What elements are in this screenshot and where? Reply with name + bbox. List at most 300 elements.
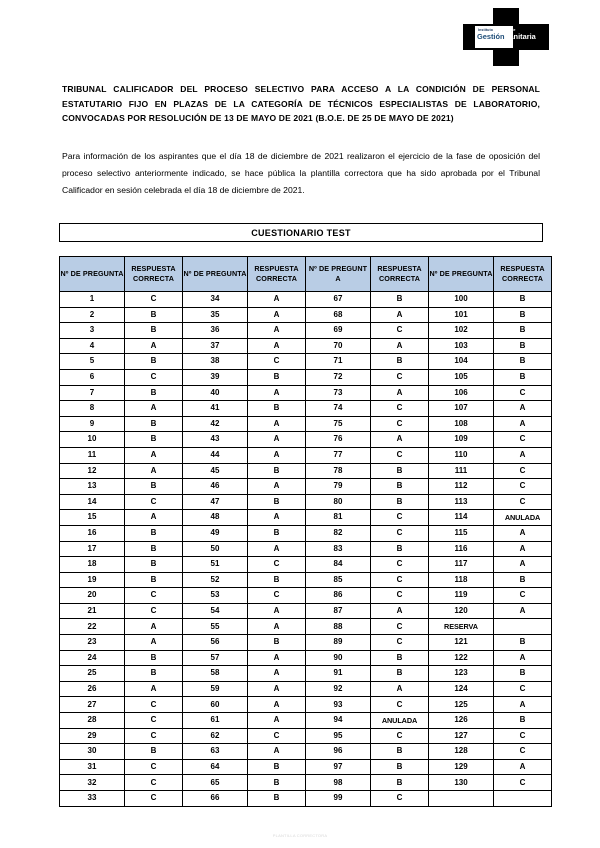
correct-answer-cell: C xyxy=(125,759,183,775)
page-footer: PLANTILLA CORRECTORA xyxy=(272,833,328,838)
question-number-cell: 128 xyxy=(429,744,494,760)
table-row xyxy=(60,681,552,697)
correct-answer-cell: B xyxy=(371,650,429,666)
question-number-cell: 98 xyxy=(306,775,371,791)
correct-answer-cell: B xyxy=(248,572,306,588)
col-header-question-4: Nº DE PREGUNTA xyxy=(429,257,494,292)
question-number-cell: 80 xyxy=(306,494,371,510)
correct-answer-cell: C xyxy=(125,292,183,308)
question-number-cell: 15 xyxy=(60,510,125,526)
correct-answer-cell: C xyxy=(125,775,183,791)
correct-answer-cell: A xyxy=(125,463,183,479)
question-number-cell: 115 xyxy=(429,525,494,541)
col-header-question-1: Nº DE PREGUNTA xyxy=(60,257,125,292)
table-row xyxy=(60,292,552,308)
question-number-cell: 118 xyxy=(429,572,494,588)
col-header-question-2: Nº DE PREGUNTA xyxy=(183,257,248,292)
correct-answer-cell: C xyxy=(371,728,429,744)
correct-answer-cell: C xyxy=(248,588,306,604)
question-number-cell: 36 xyxy=(183,323,248,339)
question-number-cell: 83 xyxy=(306,541,371,557)
question-number-cell: 84 xyxy=(306,557,371,573)
question-number-cell: 103 xyxy=(429,338,494,354)
correct-answer-cell: C xyxy=(494,463,552,479)
question-number-cell: 97 xyxy=(306,759,371,775)
correct-answer-cell: A xyxy=(371,338,429,354)
question-number-cell: 66 xyxy=(183,791,248,807)
question-number-cell: 63 xyxy=(183,744,248,760)
correct-answer-cell: A xyxy=(248,619,306,635)
correct-answer-cell: B xyxy=(371,494,429,510)
correct-answer-cell: C xyxy=(248,354,306,370)
correct-answer-cell: A xyxy=(248,338,306,354)
question-number-cell: 77 xyxy=(306,447,371,463)
logo-text xyxy=(476,26,548,48)
correct-answer-cell: B xyxy=(125,541,183,557)
question-number-cell: 33 xyxy=(60,791,125,807)
correct-answer-cell: C xyxy=(371,588,429,604)
correct-answer-cell: A xyxy=(494,416,552,432)
correct-answer-cell: A xyxy=(371,385,429,401)
correct-answer-cell: B xyxy=(494,354,552,370)
question-number-cell: 107 xyxy=(429,401,494,417)
table-row xyxy=(60,744,552,760)
question-number-cell: 28 xyxy=(60,713,125,729)
question-number-cell: 108 xyxy=(429,416,494,432)
correct-answer-cell: C xyxy=(125,728,183,744)
question-number-cell: 55 xyxy=(183,619,248,635)
question-number-cell: 32 xyxy=(60,775,125,791)
correct-answer-cell: A xyxy=(494,525,552,541)
question-number-cell: 89 xyxy=(306,635,371,651)
question-number-cell: 127 xyxy=(429,728,494,744)
col-header-answer-4: RESPUESTA CORRECTA xyxy=(494,257,552,292)
correct-answer-cell: A xyxy=(494,759,552,775)
correct-answer-cell: B xyxy=(371,479,429,495)
correct-answer-cell: A xyxy=(125,338,183,354)
correct-answer-cell: A xyxy=(248,697,306,713)
correct-answer-cell: B xyxy=(371,292,429,308)
correct-answer-cell: A xyxy=(248,307,306,323)
question-number-cell: 70 xyxy=(306,338,371,354)
correct-answer-cell: C xyxy=(494,432,552,448)
correct-answer-cell: A xyxy=(248,479,306,495)
correct-answer-cell: C xyxy=(494,744,552,760)
table-row xyxy=(60,572,552,588)
page-title: TRIBUNAL CALIFICADOR DEL PROCESO SELECTIVO PARA ACCESO A LA CONDICIÓN DE PERSONAL ESTATUTARIO FIJO EN PLAZAS DE LA CATEGORÍA DE TÉCNICOS ESPECIALISTAS DE LABORATORIO, CONVOCADAS POR RESOLUCIÓN DE 13 DE MAYO DE 2021 (B.O.E. DE 25 DE MAYO DE 2021) xyxy=(62,84,540,124)
correct-answer-cell: A xyxy=(125,681,183,697)
logo-word-instituto: Instituto xyxy=(478,27,494,32)
question-number-cell: 17 xyxy=(60,541,125,557)
question-number-cell: 116 xyxy=(429,541,494,557)
correct-answer-cell: A xyxy=(248,510,306,526)
correct-answer-cell: C xyxy=(494,588,552,604)
question-number-cell: 123 xyxy=(429,666,494,682)
question-number-cell: 34 xyxy=(183,292,248,308)
question-number-cell: 105 xyxy=(429,369,494,385)
question-number-cell: 106 xyxy=(429,385,494,401)
correct-answer-cell: B xyxy=(494,292,552,308)
correct-answer-cell: C xyxy=(371,510,429,526)
question-number-cell: 74 xyxy=(306,401,371,417)
question-number-cell: 59 xyxy=(183,681,248,697)
correct-answer-cell: A xyxy=(371,681,429,697)
question-number-cell: 1 xyxy=(60,292,125,308)
question-number-cell: 47 xyxy=(183,494,248,510)
question-number-cell: 126 xyxy=(429,713,494,729)
question-number-cell: 19 xyxy=(60,572,125,588)
question-number-cell: 27 xyxy=(60,697,125,713)
correct-answer-cell: B xyxy=(125,666,183,682)
question-number-cell: 122 xyxy=(429,650,494,666)
correct-answer-cell: A xyxy=(371,307,429,323)
correct-answer-cell: B xyxy=(371,775,429,791)
question-number-cell: 22 xyxy=(60,619,125,635)
correct-answer-cell: C xyxy=(371,557,429,573)
intro-paragraph: Para información de los aspirantes que el día 18 de diciembre de 2021 realizaron el ejercicio de la fase de oposición del proceso selectivo anteriormente indicado, se hace pública la plantilla correctora que ha sido aprobada por el Tribunal Calificador en sesión celebrada el día 18 de diciembre de 2021. xyxy=(62,151,540,195)
question-number-cell: 25 xyxy=(60,666,125,682)
question-number-cell: 110 xyxy=(429,447,494,463)
question-number-cell: 71 xyxy=(306,354,371,370)
correct-answer-cell: A xyxy=(371,432,429,448)
table-row xyxy=(60,385,552,401)
question-number-cell: 30 xyxy=(60,744,125,760)
table-row xyxy=(60,666,552,682)
table-row xyxy=(60,541,552,557)
correct-answer-cell: C xyxy=(494,775,552,791)
question-number-cell: 3 xyxy=(60,323,125,339)
correct-answer-cell: B xyxy=(371,666,429,682)
correct-answer-cell: C xyxy=(371,447,429,463)
question-number-cell: 21 xyxy=(60,603,125,619)
question-number-cell: 48 xyxy=(183,510,248,526)
question-number-cell: 4 xyxy=(60,338,125,354)
correct-answer-cell: C xyxy=(371,635,429,651)
question-number-cell: 49 xyxy=(183,525,248,541)
table-row xyxy=(60,635,552,651)
question-number-cell: 35 xyxy=(183,307,248,323)
correct-answer-cell: B xyxy=(125,432,183,448)
table-row xyxy=(60,354,552,370)
correct-answer-cell: A xyxy=(248,744,306,760)
correct-answer-cell: B xyxy=(125,416,183,432)
correct-answer-cell: B xyxy=(371,759,429,775)
table-row xyxy=(60,432,552,448)
correct-answer-cell: B xyxy=(494,666,552,682)
correct-answer-cell: B xyxy=(125,572,183,588)
correct-answer-cell: ANULADA xyxy=(371,713,429,729)
correct-answer-cell: A xyxy=(125,510,183,526)
correct-answer-cell: C xyxy=(371,369,429,385)
question-number-cell: 46 xyxy=(183,479,248,495)
correct-answer-cell: A xyxy=(371,603,429,619)
correct-answer-cell: B xyxy=(371,463,429,479)
correct-answer-cell: C xyxy=(371,323,429,339)
correct-answer-cell: C xyxy=(248,557,306,573)
table-row xyxy=(60,463,552,479)
correct-answer-cell: A xyxy=(248,432,306,448)
question-number-cell: 5 xyxy=(60,354,125,370)
logo-word-sanitaria: Sanitaria xyxy=(504,32,536,42)
table-head xyxy=(60,257,552,292)
correct-answer-cell: B xyxy=(494,307,552,323)
question-number-cell: 12 xyxy=(60,463,125,479)
logo-line-2 xyxy=(476,32,548,40)
question-number-cell: 13 xyxy=(60,479,125,495)
question-number-cell: 16 xyxy=(60,525,125,541)
question-number-cell: 43 xyxy=(183,432,248,448)
correct-answer-cell: C xyxy=(371,572,429,588)
question-number-cell: 79 xyxy=(306,479,371,495)
correct-answer-cell: B xyxy=(494,572,552,588)
question-number-cell: 7 xyxy=(60,385,125,401)
question-number-cell: 23 xyxy=(60,635,125,651)
table-row xyxy=(60,479,552,495)
question-number-cell: 78 xyxy=(306,463,371,479)
correct-answer-cell: C xyxy=(125,588,183,604)
table-row xyxy=(60,557,552,573)
table-row xyxy=(60,447,552,463)
correct-answer-cell: A xyxy=(248,681,306,697)
table-row xyxy=(60,619,552,635)
question-number-cell: 51 xyxy=(183,557,248,573)
correct-answer-cell: B xyxy=(371,541,429,557)
question-number-cell: 94 xyxy=(306,713,371,729)
cuestionario-test-banner xyxy=(59,223,543,242)
table-row xyxy=(60,588,552,604)
table-row xyxy=(60,525,552,541)
question-number-cell: 11 xyxy=(60,447,125,463)
correct-answer-cell: C xyxy=(125,369,183,385)
correct-answer-cell: C xyxy=(248,728,306,744)
question-number-cell: 102 xyxy=(429,323,494,339)
table-row xyxy=(60,338,552,354)
table-header-row xyxy=(60,257,552,292)
correct-answer-cell: A xyxy=(125,447,183,463)
correct-answer-cell: B xyxy=(248,369,306,385)
table-row xyxy=(60,728,552,744)
question-number-cell xyxy=(429,791,494,807)
answer-key-table xyxy=(59,256,552,807)
correct-answer-cell: B xyxy=(371,354,429,370)
correct-answer-cell: C xyxy=(494,494,552,510)
question-number-cell: 104 xyxy=(429,354,494,370)
correct-answer-cell: A xyxy=(248,416,306,432)
table-row xyxy=(60,650,552,666)
question-number-cell: 62 xyxy=(183,728,248,744)
table-row xyxy=(60,416,552,432)
correct-answer-cell: B xyxy=(248,401,306,417)
question-number-cell: 31 xyxy=(60,759,125,775)
correct-answer-cell: B xyxy=(248,759,306,775)
correct-answer-cell: A xyxy=(494,541,552,557)
question-number-cell: 85 xyxy=(306,572,371,588)
question-number-cell: 87 xyxy=(306,603,371,619)
question-number-cell: 120 xyxy=(429,603,494,619)
col-header-question-3: Nº DE PREGUNT A xyxy=(306,257,371,292)
correct-answer-cell: B xyxy=(248,463,306,479)
question-number-cell: 93 xyxy=(306,697,371,713)
question-number-cell: 18 xyxy=(60,557,125,573)
correct-answer-cell: A xyxy=(248,447,306,463)
question-number-cell: 9 xyxy=(60,416,125,432)
correct-answer-cell: B xyxy=(494,323,552,339)
question-number-cell: 64 xyxy=(183,759,248,775)
question-number-cell: 26 xyxy=(60,681,125,697)
table-row xyxy=(60,510,552,526)
question-number-cell: 69 xyxy=(306,323,371,339)
logo-word-gestion: Gestión xyxy=(477,32,505,42)
correct-answer-cell: A xyxy=(494,603,552,619)
correct-answer-cell: A xyxy=(248,603,306,619)
correct-answer-cell: B xyxy=(248,791,306,807)
question-number-cell: 117 xyxy=(429,557,494,573)
table-row xyxy=(60,603,552,619)
question-number-cell: 95 xyxy=(306,728,371,744)
question-number-cell: 57 xyxy=(183,650,248,666)
correct-answer-cell: B xyxy=(125,650,183,666)
question-number-cell: 101 xyxy=(429,307,494,323)
question-number-cell: 50 xyxy=(183,541,248,557)
question-number-cell: 91 xyxy=(306,666,371,682)
question-number-cell: 100 xyxy=(429,292,494,308)
correct-answer-cell: A xyxy=(248,385,306,401)
correct-answer-cell: A xyxy=(125,619,183,635)
question-number-cell: 24 xyxy=(60,650,125,666)
correct-answer-cell: C xyxy=(125,494,183,510)
correct-answer-cell: C xyxy=(494,385,552,401)
question-number-cell: 99 xyxy=(306,791,371,807)
correct-answer-cell: C xyxy=(494,728,552,744)
question-number-cell: 6 xyxy=(60,369,125,385)
table-row xyxy=(60,494,552,510)
question-number-cell: 39 xyxy=(183,369,248,385)
question-number-cell: 44 xyxy=(183,447,248,463)
question-number-cell: 41 xyxy=(183,401,248,417)
question-number-cell: 42 xyxy=(183,416,248,432)
question-number-cell: 67 xyxy=(306,292,371,308)
question-number-cell: 68 xyxy=(306,307,371,323)
correct-answer-cell: C xyxy=(371,525,429,541)
question-number-cell: 76 xyxy=(306,432,371,448)
question-number-cell: RESERVA xyxy=(429,619,494,635)
question-number-cell: 129 xyxy=(429,759,494,775)
correct-answer-cell: C xyxy=(125,791,183,807)
question-number-cell: 8 xyxy=(60,401,125,417)
correct-answer-cell: A xyxy=(248,666,306,682)
question-number-cell: 112 xyxy=(429,479,494,495)
table-row xyxy=(60,791,552,807)
question-number-cell: 2 xyxy=(60,307,125,323)
question-number-cell: 125 xyxy=(429,697,494,713)
table-row xyxy=(60,759,552,775)
question-number-cell: 90 xyxy=(306,650,371,666)
question-number-cell: 52 xyxy=(183,572,248,588)
question-number-cell: 53 xyxy=(183,588,248,604)
correct-answer-cell xyxy=(494,619,552,635)
correct-answer-cell: C xyxy=(371,697,429,713)
correct-answer-cell: B xyxy=(248,635,306,651)
correct-answer-cell: A xyxy=(494,697,552,713)
table-row xyxy=(60,323,552,339)
col-header-answer-1: RESPUESTA CORRECTA xyxy=(125,257,183,292)
question-number-cell: 73 xyxy=(306,385,371,401)
correct-answer-cell: A xyxy=(125,635,183,651)
correct-answer-cell: A xyxy=(248,292,306,308)
question-number-cell: 96 xyxy=(306,744,371,760)
correct-answer-cell: A xyxy=(494,557,552,573)
question-number-cell: 38 xyxy=(183,354,248,370)
table-row xyxy=(60,369,552,385)
question-number-cell: 124 xyxy=(429,681,494,697)
correct-answer-cell: B xyxy=(494,713,552,729)
col-header-answer-3: RESPUESTA CORRECTA xyxy=(371,257,429,292)
correct-answer-cell: C xyxy=(371,401,429,417)
table-row xyxy=(60,697,552,713)
correct-answer-cell: A xyxy=(494,447,552,463)
correct-answer-cell: ANULADA xyxy=(494,510,552,526)
question-number-cell: 130 xyxy=(429,775,494,791)
question-number-cell: 60 xyxy=(183,697,248,713)
question-number-cell: 81 xyxy=(306,510,371,526)
table-body xyxy=(60,292,552,807)
question-number-cell: 75 xyxy=(306,416,371,432)
question-number-cell: 119 xyxy=(429,588,494,604)
correct-answer-cell: A xyxy=(494,650,552,666)
correct-answer-cell: C xyxy=(494,681,552,697)
question-number-cell: 72 xyxy=(306,369,371,385)
correct-answer-cell: B xyxy=(494,338,552,354)
question-number-cell: 65 xyxy=(183,775,248,791)
table-row xyxy=(60,713,552,729)
question-number-cell: 20 xyxy=(60,588,125,604)
question-number-cell: 88 xyxy=(306,619,371,635)
correct-answer-cell: B xyxy=(125,385,183,401)
correct-answer-cell: B xyxy=(125,479,183,495)
correct-answer-cell: B xyxy=(494,635,552,651)
correct-answer-cell: A xyxy=(248,541,306,557)
question-number-cell: 113 xyxy=(429,494,494,510)
question-number-cell: 29 xyxy=(60,728,125,744)
correct-answer-cell: C xyxy=(371,791,429,807)
question-number-cell: 61 xyxy=(183,713,248,729)
question-number-cell: 109 xyxy=(429,432,494,448)
col-header-answer-2: RESPUESTA CORRECTA xyxy=(248,257,306,292)
correct-answer-cell xyxy=(494,791,552,807)
question-number-cell: 92 xyxy=(306,681,371,697)
correct-answer-cell: A xyxy=(248,650,306,666)
correct-answer-cell: A xyxy=(494,401,552,417)
correct-answer-cell: C xyxy=(371,619,429,635)
question-number-cell: 82 xyxy=(306,525,371,541)
correct-answer-cell: C xyxy=(371,416,429,432)
correct-answer-cell: B xyxy=(125,323,183,339)
correct-answer-cell: C xyxy=(125,697,183,713)
correct-answer-cell: B xyxy=(248,775,306,791)
question-number-cell: 111 xyxy=(429,463,494,479)
correct-answer-cell: B xyxy=(248,525,306,541)
institution-logo xyxy=(455,8,555,66)
question-number-cell: 10 xyxy=(60,432,125,448)
logo-word-nacional: Nacional de xyxy=(494,27,516,32)
table-row xyxy=(60,401,552,417)
question-number-cell: 86 xyxy=(306,588,371,604)
correct-answer-cell: B xyxy=(248,494,306,510)
correct-answer-cell: A xyxy=(248,713,306,729)
table-row xyxy=(60,775,552,791)
correct-answer-cell: B xyxy=(371,744,429,760)
question-number-cell: 56 xyxy=(183,635,248,651)
